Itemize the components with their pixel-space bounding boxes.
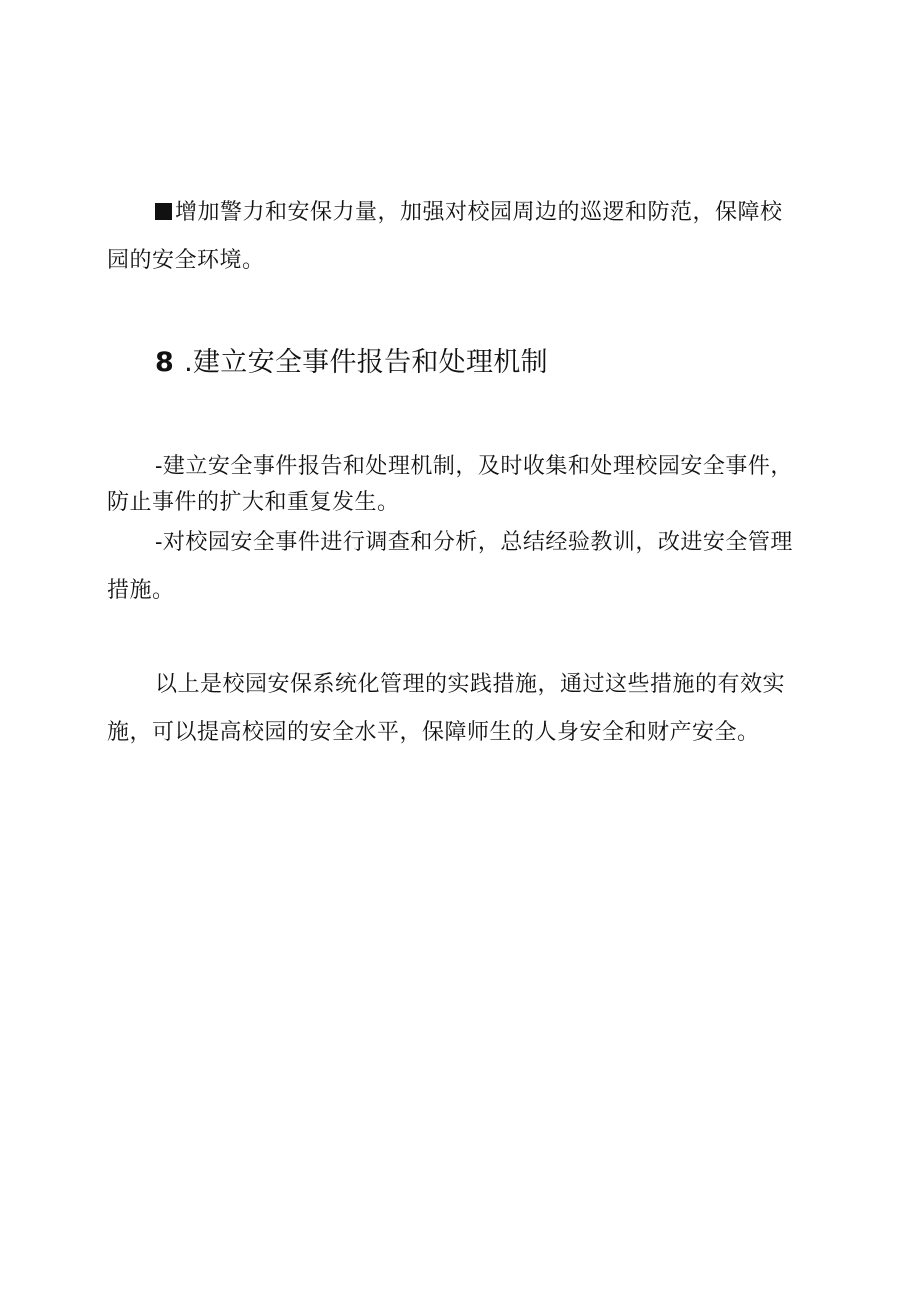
square-bullet-icon bbox=[155, 203, 172, 220]
list-item-1 bbox=[107, 449, 819, 521]
bullet-line-2: 园的安全环境。 bbox=[107, 248, 265, 273]
list-item-1-line-1: -建立安全事件报告和处理机制，及时收集和处理校园安全事件， bbox=[155, 454, 793, 479]
list-item-2-line-2: 措施。 bbox=[107, 578, 175, 603]
section-title: .建立安全事件报告和处理机制 bbox=[184, 347, 548, 378]
section-heading bbox=[155, 340, 548, 379]
list-item-1-line-2: 防止事件的扩大和重复发生。 bbox=[107, 490, 400, 515]
conclusion-line-2: 施，可以提高校园的安全水平，保障师生的人身安全和财产安全。 bbox=[107, 720, 760, 745]
bullet-line-1: 增加警力和安保力量，加强对校园周边的巡逻和防范，保障校 bbox=[107, 189, 819, 237]
section-number: 8 bbox=[155, 347, 175, 378]
list-item-2 bbox=[107, 519, 819, 615]
list-item-2-line-1: -对校园安全事件进行调查和分析，总结经验教训，改进安全管理 bbox=[155, 530, 793, 555]
bullet-paragraph bbox=[107, 189, 819, 285]
conclusion-paragraph bbox=[107, 661, 819, 757]
conclusion-line-1: 以上是校园安保系统化管理的实践措施，通过这些措施的有效实 bbox=[155, 672, 786, 697]
